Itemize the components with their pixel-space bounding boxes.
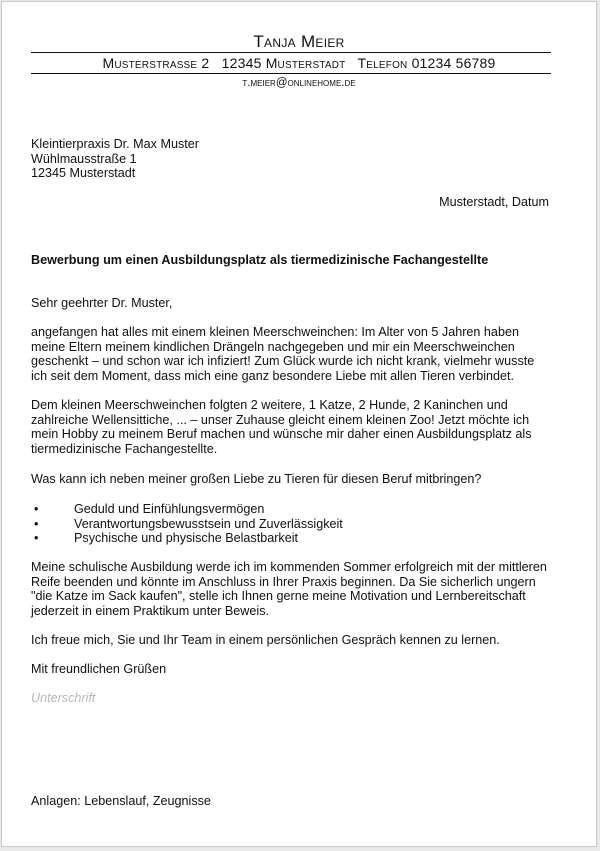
sender-street: Musterstrasse 2 bbox=[102, 55, 210, 71]
paragraph-1-line: ich seit dem Moment, dass mich eine ganz besondere Liebe mit allen Tieren verbindet. bbox=[31, 368, 515, 383]
sender-email: t.meier@onlinehome.de bbox=[242, 77, 356, 89]
salutation: Sehr geehrter Dr. Muster, bbox=[31, 296, 173, 310]
list-item-text: Geduld und Einfühlungsvermögen bbox=[74, 502, 265, 516]
paragraph-2-line: mein Hobby zu meinem Beruf machen und wünsche mir daher einen Ausbildungsplatz als bbox=[31, 427, 532, 442]
paragraph-1-line: geschenkt – und schon war ich infiziert! Zum Glück wurde ich nicht krank, vielmehr wusste bbox=[31, 354, 535, 369]
paragraph-2-line: Dem kleinen Meerschweinchen folgten 2 weitere, 1 Katze, 2 Hunde, 2 Kaninchen und bbox=[31, 398, 508, 412]
letter-page bbox=[1, 1, 597, 847]
closing-text: Mit freundlichen Grüßen bbox=[31, 662, 167, 676]
header-rule-top bbox=[31, 52, 551, 53]
question-line bbox=[31, 472, 561, 487]
closing bbox=[31, 662, 561, 677]
paragraph-2-line: tiermedizinische Fachangestellte. bbox=[31, 441, 218, 456]
paragraph-3-line: "die Katze im Sack kaufen", stelle ich Ihnen gerne meine Motivation und Lernbereitschaft bbox=[31, 589, 526, 604]
paragraph-2 bbox=[31, 398, 561, 456]
sender-name: Tanja Meier bbox=[253, 32, 345, 51]
paragraph-3-line: Reife beenden und könnte im Anschluss in Ihrer Praxis beginnen. Da Sie sicherlich ungern bbox=[31, 574, 536, 589]
closing-sentence-text: Ich freue mich, Sie und Ihr Team in einem persönlichen Gespräch kennen zu lernen. bbox=[31, 633, 500, 647]
bullet-dot-icon: • bbox=[34, 502, 39, 516]
paragraph-3-line: Meine schulische Ausbildung werde ich im kommenden Sommer erfolgreich mit der mittleren bbox=[31, 560, 547, 574]
paragraph-1-line: meine Eltern meinem kindlichen Drängeln nachgegeben und mir ein Meerschweinchen bbox=[31, 339, 515, 354]
closing-sentence bbox=[31, 633, 561, 648]
attachments-line: Anlagen: Lebenslauf, Zeugnisse bbox=[31, 794, 211, 808]
question-text: Was kann ich neben meiner großen Liebe zu Tieren für diesen Beruf mitbringen? bbox=[31, 472, 482, 486]
sender-address-line bbox=[2, 55, 596, 72]
paragraph-1-line: angefangen hat alles mit einem kleinen Meerschweinchen: Im Alter von 5 Jahren haben bbox=[31, 325, 519, 339]
sender-phone: Telefon 01234 56789 bbox=[357, 55, 496, 71]
subject-line: Bewerbung um einen Ausbildungsplatz als tiermedizinische Fachangestellte bbox=[31, 253, 489, 267]
place-date: Musterstadt, Datum bbox=[439, 195, 549, 209]
paragraph-3 bbox=[31, 560, 561, 618]
header-rule-bottom bbox=[31, 73, 551, 74]
signature-placeholder: Unterschrift bbox=[31, 691, 96, 705]
recipient-line-3: 12345 Musterstadt bbox=[31, 166, 136, 181]
recipient-line-2: Wühlmausstraße 1 bbox=[31, 151, 137, 166]
recipient-address bbox=[31, 137, 199, 181]
list-item-text: Psychische und physische Belastbarkeit bbox=[74, 531, 299, 546]
paragraph-1 bbox=[31, 325, 561, 383]
recipient-line-1: Kleintierpraxis Dr. Max Muster bbox=[31, 137, 199, 151]
sender-city: 12345 Musterstadt bbox=[221, 55, 346, 71]
bullet-dot-icon: • bbox=[34, 516, 39, 531]
paragraph-3-line: jederzeit in einem Praktikum unter Beweis. bbox=[31, 603, 269, 618]
list-item-text: Verantwortungsbewusstsein und Zuverlässigkeit bbox=[74, 516, 343, 531]
bullet-dot-icon: • bbox=[34, 531, 39, 546]
paragraph-2-line: zahlreiche Wellensittiche, ... – unser Zuhause gleicht einem kleinen Zoo! Jetzt möchte ich bbox=[31, 412, 530, 427]
